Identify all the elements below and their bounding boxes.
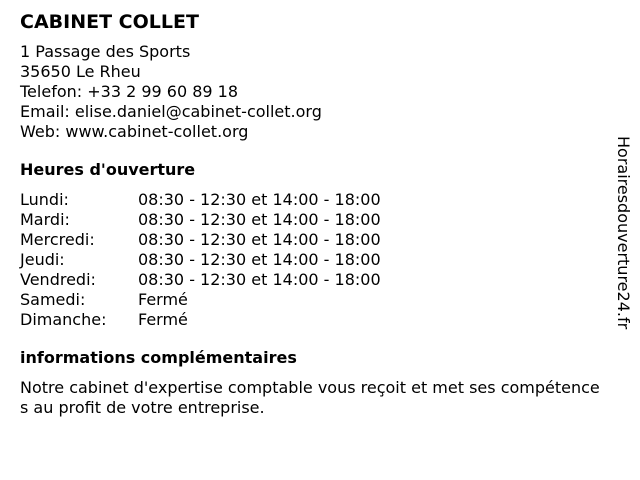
hours-row-monday [20, 190, 612, 210]
business-details [20, 10, 612, 418]
opening-hours-heading: Heures d'ouverture [20, 160, 196, 179]
day-hours: 08:30 - 12:30 et 14:00 - 18:00 [138, 230, 381, 249]
day-hours: 08:30 - 12:30 et 14:00 - 18:00 [138, 270, 381, 289]
day-hours: 08:30 - 12:30 et 14:00 - 18:00 [138, 190, 381, 209]
additional-info-heading: informations complémentaires [20, 348, 297, 367]
day-hours: 08:30 - 12:30 et 14:00 - 18:00 [138, 250, 381, 269]
day-label: Vendredi: [20, 270, 96, 289]
email-address: Email: elise.daniel@cabinet-collet.org [20, 102, 322, 121]
day-label: Lundi: [20, 190, 69, 209]
website-address: Web: www.cabinet-collet.org [20, 122, 249, 141]
side-brand-watermark: Horairesdouverture24.fr [614, 136, 633, 330]
hours-row-sunday [20, 310, 612, 330]
business-name: CABINET COLLET [20, 11, 199, 33]
day-label: Mardi: [20, 210, 70, 229]
business-description: Notre cabinet d'expertise comptable vous reçoit et met ses compétences au profit de votre entreprise. [20, 378, 600, 417]
day-hours: Fermé [138, 310, 188, 329]
address-line-1: 1 Passage des Sports [20, 42, 191, 61]
phone-number: Telefon: +33 2 99 60 89 18 [20, 82, 239, 101]
hours-row-wednesday [20, 230, 612, 250]
day-label: Mercredi: [20, 230, 95, 249]
hours-row-thursday [20, 250, 612, 270]
hours-row-saturday [20, 290, 612, 310]
day-label: Dimanche: [20, 310, 107, 329]
day-hours: 08:30 - 12:30 et 14:00 - 18:00 [138, 210, 381, 229]
day-label: Jeudi: [20, 250, 65, 269]
day-hours: Fermé [138, 290, 188, 309]
hours-row-tuesday [20, 210, 612, 230]
hours-row-friday [20, 270, 612, 290]
address-line-2: 35650 Le Rheu [20, 62, 141, 81]
day-label: Samedi: [20, 290, 86, 309]
